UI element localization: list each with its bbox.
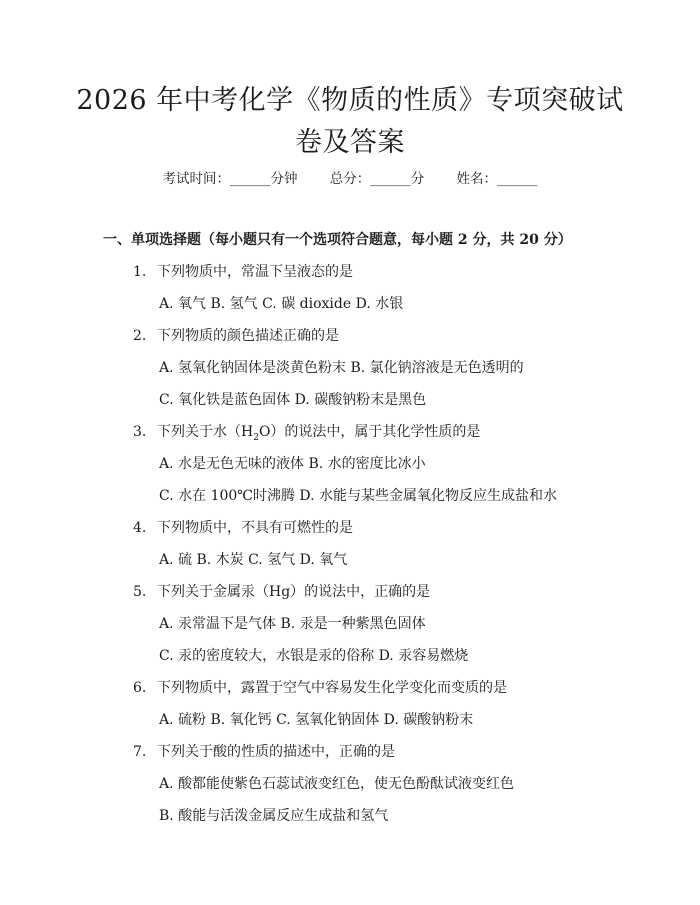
section-title: 一、单项选择题（每小题只有一个选项符合题意，每小题 2 分，共 20 分） bbox=[103, 232, 572, 248]
question-text: 下列关于酸的性质的描述中，正确的是 bbox=[157, 744, 395, 760]
question-text-post: O）的说法中，属于其化学性质的是 bbox=[258, 424, 481, 440]
question-7 bbox=[133, 741, 395, 761]
question-number: 4. bbox=[133, 520, 147, 536]
question-text-pre: 下列关于水（H bbox=[157, 424, 254, 440]
question-5-options-ab: A. 汞常温下是气体 B. 汞是一种紫黑色固体 bbox=[159, 616, 426, 632]
page-title bbox=[60, 80, 640, 164]
question-2-options-ab: A. 氢氧化钠固体是淡黄色粉末 B. 氯化钠溶液是无色透明的 bbox=[159, 360, 524, 376]
question-3-options-cd: C. 水在 100℃时沸腾 D. 水能与某些金属氧化物反应生成盐和水 bbox=[159, 488, 558, 504]
total-score-label: 总分：______分 bbox=[329, 171, 425, 187]
question-number: 3. bbox=[133, 424, 147, 440]
question-1-options: A. 氧气 B. 氢气 C. 碳 dioxide D. 水银 bbox=[159, 296, 404, 312]
question-number: 1. bbox=[133, 264, 147, 280]
question-5-options-cd: C. 汞的密度较大，水银是汞的俗称 D. 汞容易燃烧 bbox=[159, 648, 469, 664]
exam-meta bbox=[0, 167, 700, 187]
question-4 bbox=[133, 517, 353, 537]
question-number: 7. bbox=[133, 744, 147, 760]
question-6-options: A. 硫粉 B. 氧化钙 C. 氢氧化钠固体 D. 碳酸钠粉末 bbox=[159, 712, 474, 728]
question-2 bbox=[133, 325, 339, 345]
exam-time-label: 考试时间：______分钟 bbox=[162, 171, 298, 187]
question-number: 5. bbox=[133, 584, 147, 600]
question-text: 下列物质中，不具有可燃性的是 bbox=[157, 520, 353, 536]
student-name-label: 姓名：______ bbox=[456, 171, 538, 187]
question-7-option-a: A. 酸都能使紫色石蕊试液变红色，使无色酚酞试液变红色 bbox=[159, 776, 515, 792]
question-number: 6. bbox=[133, 680, 147, 696]
question-7-option-b: B. 酸能与活泼金属反应生成盐和氢气 bbox=[159, 808, 389, 824]
question-6 bbox=[133, 677, 507, 697]
question-1 bbox=[133, 261, 353, 281]
question-4-options: A. 硫 B. 木炭 C. 氢气 D. 氧气 bbox=[159, 552, 348, 568]
question-5 bbox=[133, 581, 430, 601]
question-2-options-cd: C. 氧化铁是蓝色固体 D. 碳酸钠粉末是黑色 bbox=[159, 392, 427, 408]
question-text: 下列物质的颜色描述正确的是 bbox=[157, 328, 339, 344]
question-3-options-ab: A. 水是无色无味的液体 B. 水的密度比冰小 bbox=[159, 456, 426, 472]
question-3 bbox=[133, 421, 480, 443]
question-text: 下列关于金属汞（Hg）的说法中，正确的是 bbox=[157, 584, 431, 600]
question-number: 2. bbox=[133, 328, 147, 344]
subscript: 2 bbox=[253, 432, 259, 443]
question-text: 下列物质中，露置于空气中容易发生化学变化而变质的是 bbox=[157, 680, 507, 696]
question-text: 下列物质中，常温下呈液态的是 bbox=[157, 264, 353, 280]
title-line-2: 卷及答案 bbox=[295, 127, 405, 158]
title-line-1: 2026 年中考化学《物质的性质》专项突破试 bbox=[76, 85, 624, 116]
